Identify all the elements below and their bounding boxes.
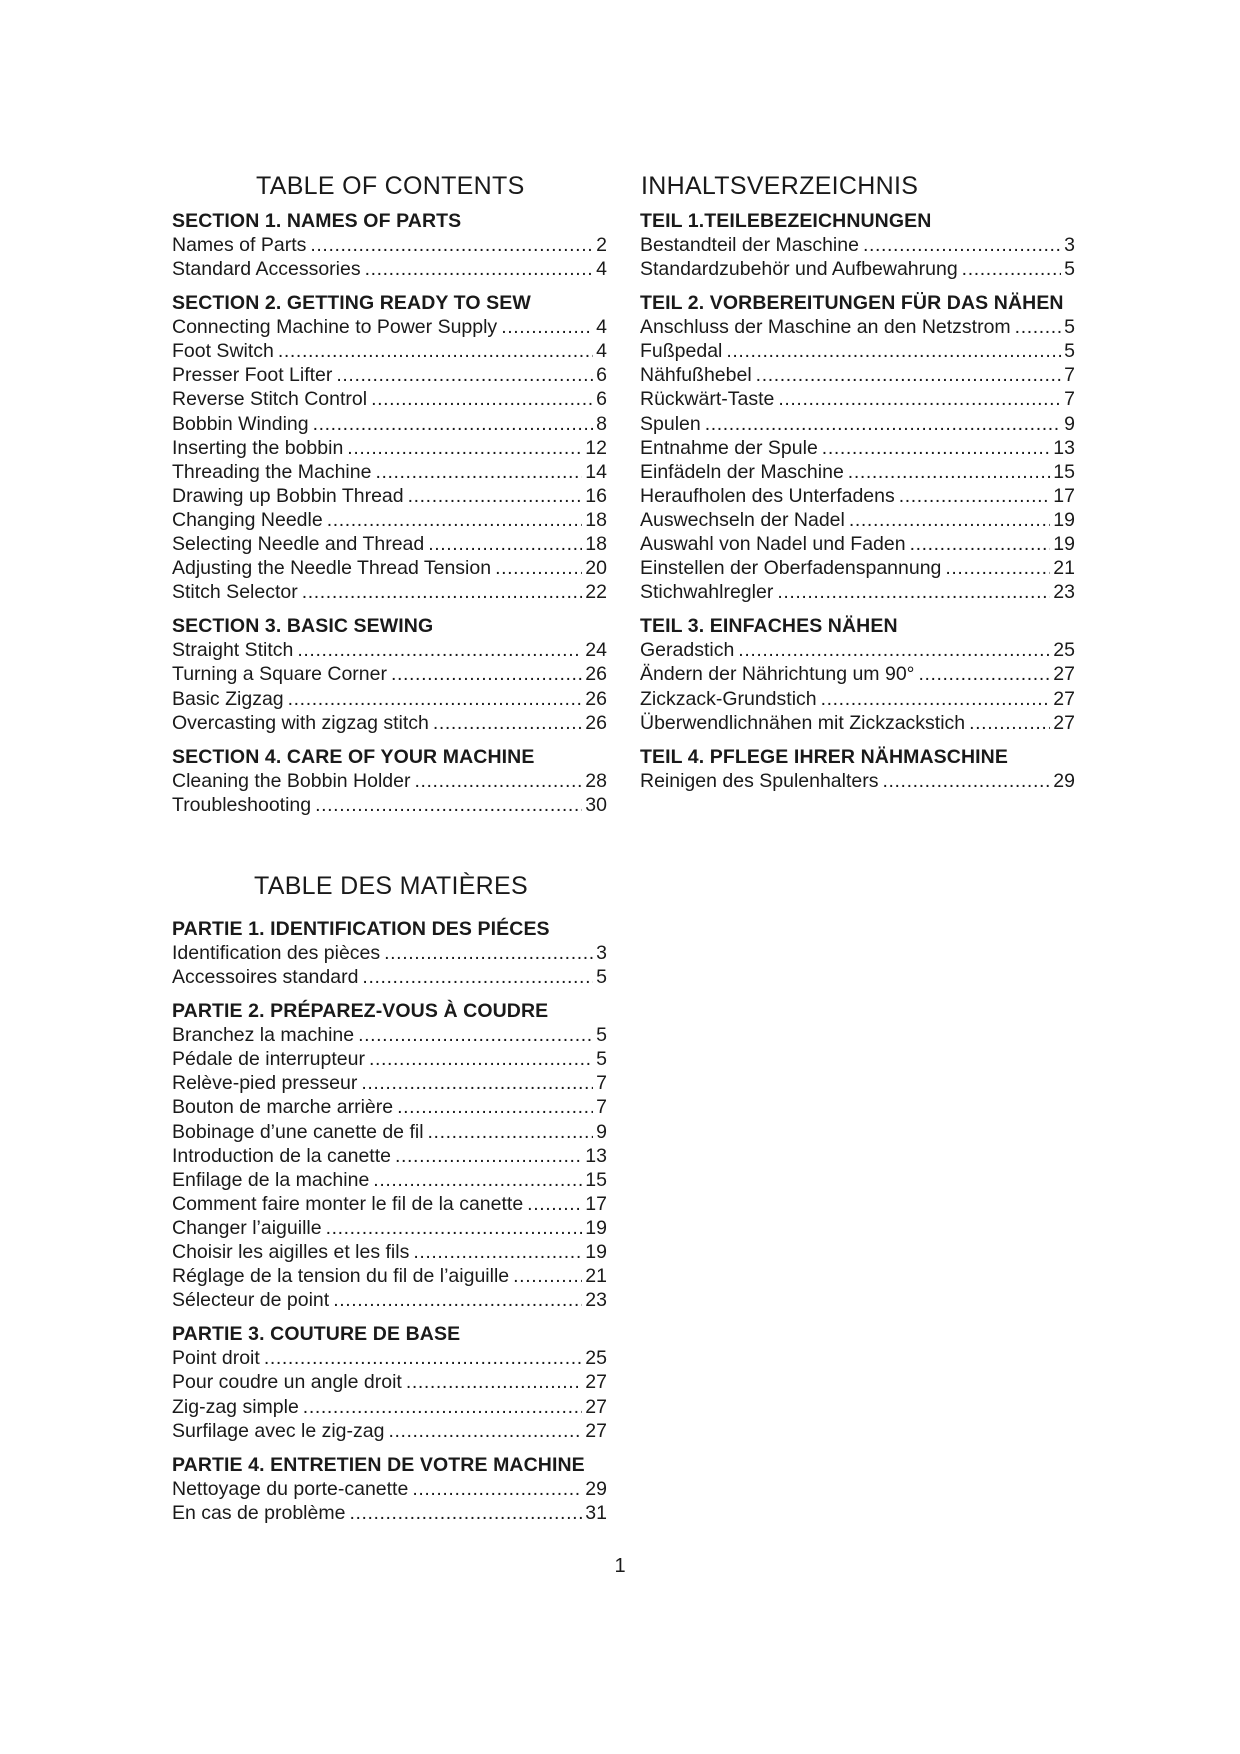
dot-leader	[910, 532, 1051, 556]
entry-label: Overcasting with zigzag stitch	[172, 711, 429, 734]
entry-label: Geradstich	[640, 639, 735, 662]
entry-label: Adjusting the Needle Thread Tension	[172, 557, 492, 580]
toc-sections	[172, 917, 607, 1525]
toc-entry	[640, 339, 1075, 363]
entry-label: Stichwahlregler	[640, 581, 774, 604]
toc-entry	[640, 436, 1075, 460]
section-heading: SECTION 2. GETTING READY TO SEW	[172, 292, 531, 315]
entry-label: Bobbin Winding	[172, 412, 309, 435]
section-heading: SECTION 3. BASIC SEWING	[172, 615, 434, 638]
entry-label: Surfilage avec le zig-zag	[172, 1419, 385, 1442]
entry-label: Introduction de la canette	[172, 1144, 391, 1167]
dot-leader	[863, 233, 1061, 257]
toc-entry	[172, 1144, 607, 1168]
toc-entry	[172, 1419, 607, 1443]
toc-entry	[172, 638, 607, 662]
dot-leader	[918, 662, 1050, 686]
entry-label: Accessoires standard	[172, 966, 359, 989]
toc-entry	[172, 233, 607, 257]
entry-page-number: 18	[585, 508, 607, 531]
dot-leader	[347, 436, 582, 460]
toc-entry	[172, 1071, 607, 1095]
toc-entry	[172, 793, 607, 817]
toc-entry	[172, 387, 607, 411]
dot-leader	[310, 233, 593, 257]
toc-entry	[172, 1288, 607, 1312]
entry-page-number: 5	[596, 966, 607, 989]
dot-leader	[288, 687, 583, 711]
entry-label: Spulen	[640, 412, 701, 435]
entry-label: Presser Foot Lifter	[172, 364, 333, 387]
dot-leader	[412, 1477, 582, 1501]
entry-label: Sélecteur de point	[172, 1289, 330, 1312]
section-heading: TEIL 3. EINFACHES NÄHEN	[640, 615, 898, 638]
toc-title: INHALTSVERZEICHNIS	[641, 172, 919, 200]
dot-leader	[413, 1240, 582, 1264]
entry-page-number: 5	[596, 1024, 607, 1047]
entry-page-number: 25	[585, 1347, 607, 1370]
entry-label: Relève-pied presseur	[172, 1072, 358, 1095]
entry-page-number: 7	[1064, 388, 1075, 411]
entry-page-number: 27	[1053, 663, 1075, 686]
toc-entry	[172, 1501, 607, 1525]
dot-leader	[501, 315, 593, 339]
entry-page-number: 13	[585, 1144, 607, 1167]
dot-leader	[738, 638, 1050, 662]
toc-entry	[172, 363, 607, 387]
dot-leader	[756, 363, 1061, 387]
toc-entry	[640, 412, 1075, 436]
dot-leader	[969, 711, 1050, 735]
section-heading: TEIL 4. PFLEGE IHRER NÄHMASCHINE	[640, 745, 1008, 768]
dot-leader	[326, 1216, 583, 1240]
entry-label: Pour coudre un angle droit	[172, 1371, 402, 1394]
toc-entry	[640, 233, 1075, 257]
toc-title: TABLE OF CONTENTS	[256, 172, 525, 200]
toc-entry	[172, 532, 607, 556]
dot-leader	[373, 1168, 582, 1192]
dot-leader	[899, 484, 1051, 508]
dot-leader	[408, 484, 583, 508]
entry-label: Turning a Square Corner	[172, 663, 387, 686]
toc-section	[640, 209, 1075, 281]
entry-label: Rückwärt-Taste	[640, 388, 775, 411]
toc-english	[172, 171, 607, 827]
dot-leader	[527, 1192, 582, 1216]
toc-entry	[172, 965, 607, 989]
entry-label: Choisir les aigilles et les fils	[172, 1241, 410, 1264]
toc-entry	[640, 769, 1075, 793]
entry-page-number: 16	[585, 484, 607, 507]
entry-label: Entnahme der Spule	[640, 436, 818, 459]
toc-entry	[172, 412, 607, 436]
entry-page-number: 2	[596, 234, 607, 256]
entry-label: Anschluss der Maschine an den Netzstrom	[640, 316, 1011, 339]
toc-entry	[172, 1047, 607, 1071]
toc-entry	[172, 1370, 607, 1394]
entry-page-number: 19	[585, 1216, 607, 1239]
entry-page-number: 3	[596, 942, 607, 964]
dot-leader	[278, 339, 593, 363]
toc-entry	[640, 532, 1075, 556]
entry-page-number: 12	[585, 436, 607, 459]
toc-entry	[172, 1192, 607, 1216]
entry-page-number: 20	[585, 557, 607, 580]
entry-page-number: 9	[1064, 412, 1075, 435]
entry-label: Names of Parts	[172, 234, 307, 256]
dot-leader	[333, 1288, 582, 1312]
entry-page-number: 17	[1053, 484, 1075, 507]
toc-entry	[640, 484, 1075, 508]
toc-section	[172, 745, 607, 817]
entry-page-number: 7	[1064, 364, 1075, 387]
dot-leader	[883, 769, 1051, 793]
entry-label: Changer l’aiguille	[172, 1216, 322, 1239]
toc-entry	[172, 1216, 607, 1240]
toc-entry	[172, 460, 607, 484]
dot-leader	[415, 769, 583, 793]
entry-label: Straight Stitch	[172, 639, 294, 662]
toc-entry	[640, 508, 1075, 532]
entry-label: Nettoyage du porte-canette	[172, 1477, 409, 1500]
entry-page-number: 4	[596, 316, 607, 339]
entry-page-number: 28	[585, 769, 607, 792]
toc-entry	[172, 508, 607, 532]
toc-entry	[172, 1264, 607, 1288]
toc-entry	[640, 315, 1075, 339]
entry-page-number: 18	[585, 533, 607, 556]
entry-label: Nähfußhebel	[640, 364, 752, 387]
dot-leader	[369, 1047, 593, 1071]
dot-leader	[362, 965, 593, 989]
toc-entry	[172, 711, 607, 735]
entry-label: Standard Accessories	[172, 258, 361, 281]
entry-label: Point droit	[172, 1347, 260, 1370]
dot-leader	[313, 412, 594, 436]
dot-leader	[428, 532, 582, 556]
toc-entry	[172, 662, 607, 686]
toc-entry	[172, 436, 607, 460]
toc-section	[172, 1453, 607, 1525]
dot-leader	[848, 460, 1051, 484]
dot-leader	[264, 1346, 582, 1370]
dot-leader	[358, 1023, 593, 1047]
entry-label: Basic Zigzag	[172, 687, 284, 710]
entry-page-number: 31	[585, 1501, 607, 1524]
toc-section	[172, 917, 607, 989]
toc-entry	[640, 257, 1075, 281]
toc-entry	[640, 687, 1075, 711]
dot-leader	[705, 412, 1061, 436]
entry-page-number: 13	[1053, 436, 1075, 459]
section-heading: SECTION 1. NAMES OF PARTS	[172, 210, 462, 232]
dot-leader	[315, 793, 582, 817]
dot-leader	[361, 1071, 593, 1095]
toc-entry	[172, 941, 607, 965]
entry-page-number: 5	[1064, 316, 1075, 339]
dot-leader	[822, 436, 1051, 460]
toc-entry	[172, 1477, 607, 1501]
toc-entry	[172, 687, 607, 711]
dot-leader	[726, 339, 1061, 363]
toc-entry	[640, 387, 1075, 411]
section-heading: PARTIE 1. IDENTIFICATION DES PIÉCES	[172, 918, 550, 940]
entry-page-number: 23	[1053, 581, 1075, 604]
entry-page-number: 26	[585, 687, 607, 710]
entry-page-number: 23	[585, 1289, 607, 1312]
entry-label: Überwendlichnähen mit Zickzackstich	[640, 711, 966, 734]
entry-label: Foot Switch	[172, 340, 274, 363]
entry-label: Comment faire monter le fil de la canette	[172, 1192, 524, 1215]
toc-entry	[172, 1168, 607, 1192]
toc-entry	[172, 769, 607, 793]
entry-label: Bestandteil der Maschine	[640, 234, 859, 256]
toc-entry	[640, 711, 1075, 735]
page-number: 1	[614, 1555, 626, 1577]
entry-label: Fußpedal	[640, 340, 723, 363]
entry-label: Einfädeln der Maschine	[640, 460, 844, 483]
entry-label: En cas de problème	[172, 1501, 346, 1524]
entry-label: Bouton de marche arrière	[172, 1096, 394, 1119]
entry-label: Connecting Machine to Power Supply	[172, 316, 498, 339]
section-heading: SECTION 4. CARE OF YOUR MACHINE	[172, 745, 535, 768]
toc-section	[640, 745, 1075, 793]
toc-entry	[640, 638, 1075, 662]
dot-leader	[433, 711, 582, 735]
entry-page-number: 7	[596, 1096, 607, 1119]
toc-sections	[640, 209, 1075, 793]
section-heading: PARTIE 2. PRÉPAREZ-VOUS À COUDRE	[172, 1000, 549, 1023]
entry-page-number: 19	[1053, 533, 1075, 556]
entry-label: Auswechseln der Nadel	[640, 508, 845, 531]
entry-label: Enfilage de la machine	[172, 1168, 370, 1191]
entry-label: Troubleshooting	[172, 793, 312, 816]
dot-leader	[397, 1095, 593, 1119]
dot-leader	[349, 1501, 582, 1525]
dot-leader	[327, 508, 583, 532]
entry-page-number: 21	[1053, 557, 1075, 580]
entry-label: Zickzack-Grundstich	[640, 687, 817, 710]
dot-leader	[777, 580, 1050, 604]
entry-label: Branchez la machine	[172, 1024, 355, 1047]
dot-leader	[371, 387, 593, 411]
entry-page-number: 8	[596, 412, 607, 435]
entry-page-number: 27	[1053, 687, 1075, 710]
entry-page-number: 26	[585, 711, 607, 734]
entry-page-number: 30	[585, 793, 607, 816]
toc-section	[640, 614, 1075, 734]
toc-entry	[640, 363, 1075, 387]
entry-page-number: 5	[596, 1048, 607, 1071]
dot-leader	[297, 638, 582, 662]
dot-leader	[513, 1264, 582, 1288]
entry-label: Ändern der Nährichtung um 90°	[640, 663, 915, 686]
dot-leader	[391, 662, 582, 686]
entry-label: Pédale de interrupteur	[172, 1048, 365, 1071]
entry-page-number: 4	[596, 340, 607, 363]
entry-page-number: 15	[585, 1168, 607, 1191]
entry-label: Selecting Needle and Thread	[172, 533, 425, 556]
dot-leader	[849, 508, 1050, 532]
toc-entry	[172, 339, 607, 363]
toc-entry	[640, 662, 1075, 686]
toc-entry	[172, 556, 607, 580]
dot-leader	[945, 556, 1050, 580]
entry-label: Changing Needle	[172, 508, 323, 531]
section-heading: PARTIE 4. ENTRETIEN DE VOTRE MACHINE	[172, 1453, 585, 1476]
section-heading: TEIL 1.TEILEBEZEICHNUNGEN	[640, 210, 932, 232]
toc-section	[172, 614, 607, 734]
entry-page-number: 3	[1064, 234, 1075, 256]
toc-entry	[172, 1395, 607, 1419]
entry-page-number: 22	[585, 581, 607, 604]
entry-page-number: 6	[596, 388, 607, 411]
entry-page-number: 5	[1064, 258, 1075, 281]
dot-leader	[428, 1120, 594, 1144]
dot-leader	[365, 257, 594, 281]
entry-label: Drawing up Bobbin Thread	[172, 484, 404, 507]
toc-entry	[172, 1346, 607, 1370]
entry-label: Auswahl von Nadel und Faden	[640, 533, 906, 556]
entry-label: Heraufholen des Unterfadens	[640, 484, 895, 507]
dot-leader	[821, 687, 1051, 711]
entry-label: Zig-zag simple	[172, 1395, 299, 1418]
toc-entry	[172, 1120, 607, 1144]
entry-page-number: 14	[585, 460, 607, 483]
entry-page-number: 29	[585, 1477, 607, 1500]
toc-section	[172, 291, 607, 604]
dot-leader	[778, 387, 1061, 411]
entry-page-number: 7	[596, 1072, 607, 1095]
toc-sections	[172, 209, 607, 817]
entry-label: Bobinage d’une canette de fil	[172, 1120, 424, 1143]
toc-german	[640, 171, 1075, 803]
dot-leader	[962, 257, 1061, 281]
section-heading: TEIL 2. VORBEREITUNGEN FÜR DAS NÄHEN	[640, 292, 1064, 315]
entry-page-number: 17	[585, 1192, 607, 1215]
entry-page-number: 15	[1053, 460, 1075, 483]
toc-section	[172, 999, 607, 1312]
entry-page-number: 25	[1053, 639, 1075, 662]
entry-page-number: 5	[1064, 340, 1075, 363]
entry-label: Reverse Stitch Control	[172, 388, 368, 411]
toc-entry	[172, 1240, 607, 1264]
entry-label: Reinigen des Spulenhalters	[640, 769, 879, 792]
entry-label: Identification des pièces	[172, 942, 381, 964]
toc-title: TABLE DES MATIÈRES	[254, 872, 528, 900]
dot-leader	[336, 363, 593, 387]
dot-leader	[388, 1419, 582, 1443]
toc-entry	[172, 315, 607, 339]
entry-label: Standardzubehör und Aufbewahrung	[640, 258, 958, 281]
dot-leader	[406, 1370, 582, 1394]
entry-page-number: 27	[585, 1371, 607, 1394]
entry-label: Réglage de la tension du fil de l’aiguille	[172, 1265, 510, 1288]
entry-page-number: 21	[585, 1265, 607, 1288]
toc-entry	[172, 1023, 607, 1047]
entry-page-number: 27	[585, 1419, 607, 1442]
dot-leader	[302, 580, 583, 604]
entry-page-number: 4	[596, 258, 607, 281]
entry-page-number: 19	[1053, 508, 1075, 531]
entry-page-number: 26	[585, 663, 607, 686]
toc-section	[172, 209, 607, 281]
dot-leader	[384, 941, 593, 965]
section-heading: PARTIE 3. COUTURE DE BASE	[172, 1323, 461, 1346]
dot-leader	[395, 1144, 582, 1168]
toc-entry	[172, 580, 607, 604]
entry-page-number: 19	[585, 1241, 607, 1264]
toc-entry	[640, 580, 1075, 604]
toc-section	[640, 291, 1075, 604]
dot-leader	[375, 460, 582, 484]
entry-label: Cleaning the Bobbin Holder	[172, 769, 411, 792]
toc-french	[172, 871, 607, 1535]
entry-page-number: 27	[1053, 711, 1075, 734]
toc-entry	[640, 556, 1075, 580]
toc-entry	[172, 1095, 607, 1119]
entry-page-number: 29	[1053, 769, 1075, 792]
toc-entry	[172, 257, 607, 281]
entry-label: Threading the Machine	[172, 460, 372, 483]
entry-page-number: 6	[596, 364, 607, 387]
dot-leader	[495, 556, 582, 580]
entry-page-number: 9	[596, 1120, 607, 1143]
dot-leader	[1015, 315, 1061, 339]
dot-leader	[303, 1395, 583, 1419]
entry-label: Inserting the bobbin	[172, 436, 344, 459]
entry-label: Einstellen der Oberfadenspannung	[640, 557, 942, 580]
toc-entry	[172, 484, 607, 508]
toc-entry	[640, 460, 1075, 484]
toc-section	[172, 1322, 607, 1442]
entry-page-number: 24	[585, 639, 607, 662]
entry-page-number: 27	[585, 1395, 607, 1418]
entry-label: Stitch Selector	[172, 581, 298, 604]
